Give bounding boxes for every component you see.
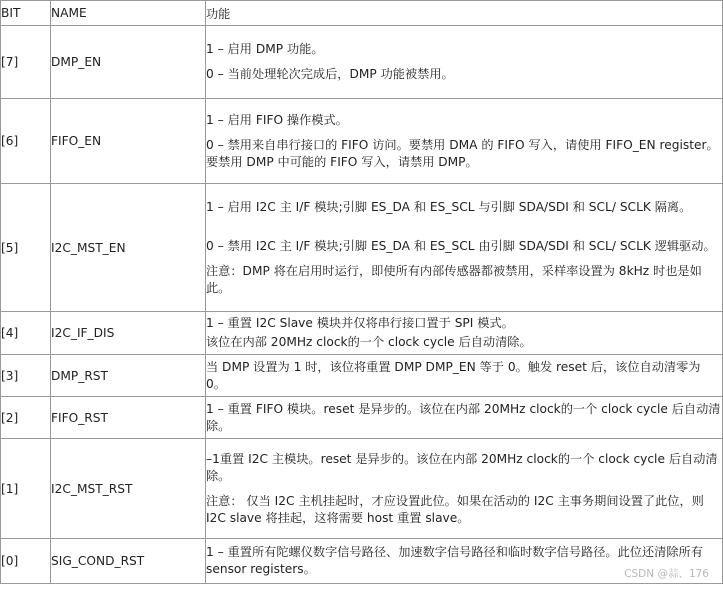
name-cell: DMP_RST xyxy=(51,355,206,397)
header-function: 功能 xyxy=(206,1,723,26)
function-cell xyxy=(206,439,723,539)
function-text: 1 – 启用 FIFO 操作模式。 xyxy=(206,112,348,127)
function-text: 0 – 禁用 I2C 主 I/F 模块;引脚 ES_DA 和 ES_SCL 由引脚 SDA/SDI 和 SCL/ SCLK 逻辑驱动。 xyxy=(206,238,716,253)
table-row xyxy=(1,312,723,355)
function-text: 当 DMP 设置为 1 时，该位将重置 DMP DMP_EN 等于 0。触发 reset 后，该位自动清零为 0。 xyxy=(206,359,701,391)
function-text: 1 – 启用 I2C 主 I/F 模块;引脚 ES_DA 和 ES_SCL 与引脚 SDA/SDI 和 SCL/ SCLK 隔离。 xyxy=(206,199,692,214)
table-row xyxy=(1,184,723,312)
name-cell: I2C_MST_RST xyxy=(51,439,206,539)
bit-cell: [2] xyxy=(1,397,51,439)
function-text: 1 – 启用 DMP 功能。 xyxy=(206,42,324,56)
function-text: 1 – 重置 I2C Slave 模块并仅将串行接口置于 SPI 模式。 xyxy=(206,316,514,330)
table-row xyxy=(1,397,723,439)
bit-cell: [3] xyxy=(1,355,51,397)
header-name: NAME xyxy=(51,1,206,26)
table-header-row xyxy=(1,1,723,26)
name-cell: FIFO_EN xyxy=(51,99,206,184)
function-text: 注意： 仅当 I2C 主机挂起时，才应设置此位。如果在活动的 I2C 主事务期间设置了此位，则 I2C slave 将挂起，这将需要 host 重置 slave。 xyxy=(206,493,704,525)
function-cell xyxy=(206,355,723,397)
bit-cell: [4] xyxy=(1,312,51,355)
table-row xyxy=(1,99,723,184)
function-text: 注意：DMP 将在启用时运行，即使所有内部传感器都被禁用，采样率设置为 8kHz 时也是如此。 xyxy=(206,263,702,295)
name-cell: I2C_MST_EN xyxy=(51,184,206,312)
function-cell xyxy=(206,312,723,355)
function-cell xyxy=(206,99,723,184)
bit-cell: [7] xyxy=(1,26,51,99)
function-text: 0 – 禁用来自串行接口的 FIFO 访问。要禁用 DMA 的 FIFO 写入，请使用 FIFO_EN register。要禁用 DMP 中可能的 FIFO 写入，请禁用 DMP。 xyxy=(206,137,719,169)
bit-cell: [6] xyxy=(1,99,51,184)
name-cell: FIFO_RST xyxy=(51,397,206,439)
table-row xyxy=(1,26,723,99)
table-row xyxy=(1,439,723,539)
bit-cell: [1] xyxy=(1,439,51,539)
function-text: 该位在内部 20MHz clock的一个 clock cycle 后自动清除。 xyxy=(206,335,532,349)
name-cell: SIG_COND_RST xyxy=(51,539,206,584)
function-text: –1重置 I2C 主模块。reset 是异步的。该位在内部 20MHz clock的一个 clock cycle 后自动清除。 xyxy=(206,451,718,483)
bit-cell: [0] xyxy=(1,539,51,584)
table-row xyxy=(1,539,723,584)
function-text: 1 – 重置所有陀螺仪数字信号路径、加速数字信号路径和临时数字信号路径。此位还清除所有 sensor registers。 xyxy=(206,545,703,576)
bit-cell: [5] xyxy=(1,184,51,312)
function-cell xyxy=(206,26,723,99)
table-row xyxy=(1,355,723,397)
watermark: CSDN @蒜、176 xyxy=(624,568,709,580)
function-text: 0 – 当前处理轮次完成后，DMP 功能被禁用。 xyxy=(206,67,454,81)
function-cell xyxy=(206,184,723,312)
name-cell: I2C_IF_DIS xyxy=(51,312,206,355)
header-bit: BIT xyxy=(1,1,51,26)
function-text: 1 – 重置 FIFO 模块。reset 是异步的。该位在内部 20MHz clock的一个 clock cycle 后自动清除。 xyxy=(206,401,721,433)
name-cell: DMP_EN xyxy=(51,26,206,99)
function-cell xyxy=(206,397,723,439)
